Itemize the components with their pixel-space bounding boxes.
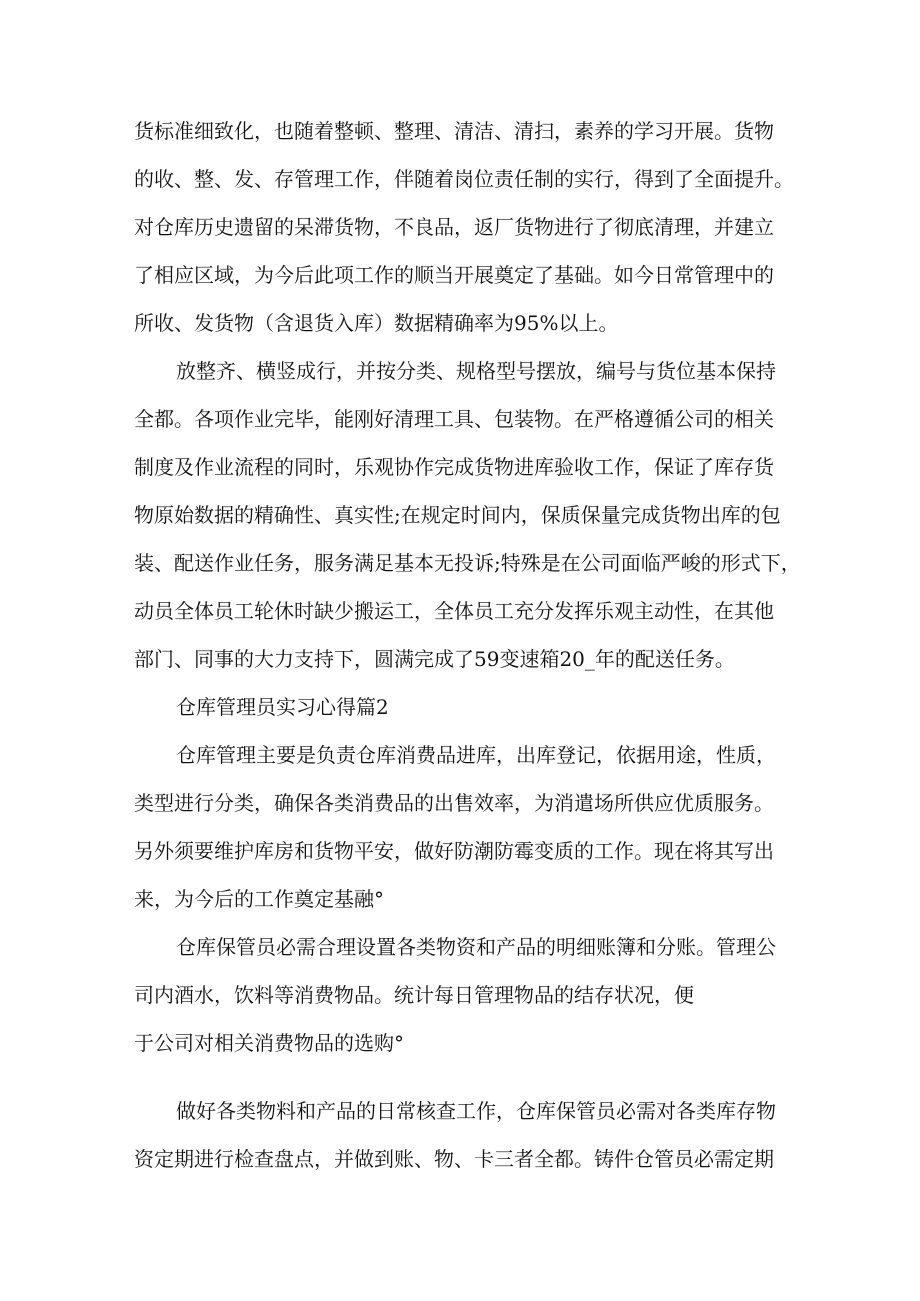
text-line: 对仓库历史遗留的呆滞货物，不良品，返厂货物进行了彻底清理，并建立 <box>134 215 774 239</box>
text-line: 类型进行分类，确保各类消费品的出售效率，为消遣场所供应优质服务。 <box>134 791 774 815</box>
section-heading: 仓库管理员实习心得篇2 <box>176 695 389 719</box>
text-line: 所收、发货物（含退货入库）数据精确率为95%以上。 <box>134 311 619 335</box>
text-line: 部门、同事的大力支持下，圆满完成了59变速箱20_年的配送任务。 <box>134 647 735 671</box>
text-line: 于公司对相关消费物品的选购° <box>134 1031 404 1055</box>
text-line: 装、配送作业任务，服务满足基本无投诉;特殊是在公司面临严峻的形式下， <box>134 551 801 575</box>
text-line: 来，为今后的工作奠定基融° <box>134 887 384 911</box>
text-line: 仓库管理主要是负责仓库消费品进库，出库登记，依据用途，性质， <box>176 743 776 767</box>
text-line: 仓库保管员必需合理设置各类物资和产品的明细账簿和分账。管理公 <box>176 935 776 959</box>
text-line: 货标准细致化，也随着整顿、整理、清洁、清扫，素养的学习开展。货物 <box>134 119 774 143</box>
text-line: 另外须要维护库房和货物平安，做好防潮防霉变质的工作。现在将其写出 <box>134 839 774 863</box>
text-line: 物原始数据的精确性、真实性;在规定时间内，保质保量完成货物出库的包 <box>134 503 781 527</box>
text-line: 动员全体员工轮休时缺少搬运工，全体员工充分发挥乐观主动性，在其他 <box>134 599 774 623</box>
text-line: 做好各类物料和产品的日常核查工作，仓库保管员必需对各类库存物 <box>176 1099 776 1123</box>
text-line: 全都。各项作业完毕，能刚好清理工具、包装物。在严格遵循公司的相关 <box>134 407 774 431</box>
text-line: 放整齐、横竖成行，并按分类、规格型号摆放，编号与货位基本保持 <box>176 359 776 383</box>
text-line: 的收、整、发、存管理工作，伴随着岗位责任制的实行，得到了全面提升。 <box>134 167 794 191</box>
text-line: 资定期进行检查盘点，并做到账、物、卡三者全都。铸件仓管员必需定期 <box>134 1147 774 1171</box>
text-line: 制度及作业流程的同时，乐观协作完成货物进库验收工作，保证了库存货 <box>134 455 774 479</box>
text-line: 司内酒水，饮料等消费物品。统计每日管理物品的结存状况，便 <box>134 983 694 1007</box>
text-line: 了相应区域，为今后此项工作的顺当开展奠定了基础。如今日常管理中的 <box>134 263 774 287</box>
